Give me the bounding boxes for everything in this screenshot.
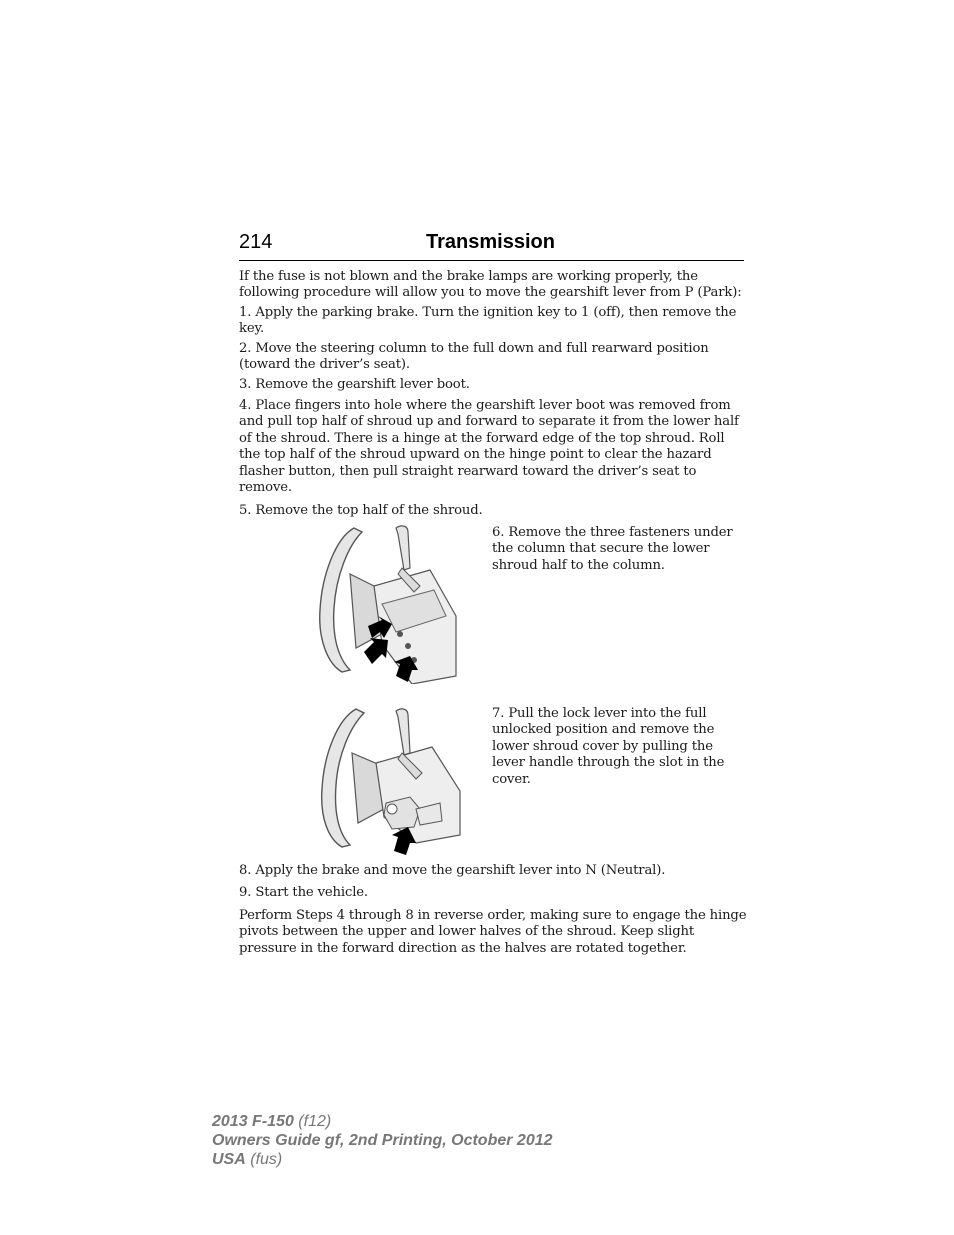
intro-paragraph: If the fuse is not blown and the brake lamps are working properly, the following procedure will allow you to move the gearshift lever from P (Park): (239, 269, 742, 301)
footer-region-code: (fus) (250, 1151, 283, 1168)
step-5: 5. Remove the top half of the shroud. (239, 503, 483, 518)
figure-lock-lever (316, 705, 462, 855)
step-2: 2. Move the steering column to the full down and full rearward position (toward the driver’s seat). (239, 341, 709, 373)
page-footer (212, 1112, 712, 1169)
footer-model: 2013 F-150 (212, 1113, 294, 1130)
footer-region: USA (212, 1151, 246, 1168)
page-title: Transmission (426, 231, 555, 253)
step-7: 7. Pull the lock lever into the full unlocked position and remove the lower shroud cover by pulling the lever handle through the slot in the cover. (492, 706, 725, 787)
step-6: 6. Remove the three fasteners under the column that secure the lower shroud half to the column. (492, 525, 733, 573)
footer-model-code: (f12) (298, 1113, 332, 1130)
closing-paragraph: Perform Steps 4 through 8 in reverse order, making sure to engage the hinge pivots between the upper and lower halves of the shroud. Keep slight pressure in the forward direction as the halves are rotated together. (239, 908, 747, 956)
footer-model-line (212, 1112, 712, 1131)
footer-region-line (212, 1150, 712, 1169)
page-header (239, 230, 744, 261)
step-1: 1. Apply the parking brake. Turn the ignition key to 1 (off), then remove the key. (239, 305, 737, 337)
step-3: 3. Remove the gearshift lever boot. (239, 377, 470, 392)
step-8: 8. Apply the brake and move the gearshift lever into N (Neutral). (239, 863, 666, 878)
figure-lower-shroud-fasteners (316, 524, 458, 684)
step-9: 9. Start the vehicle. (239, 885, 368, 900)
step-4: 4. Place fingers into hole where the gearshift lever boot was removed from and pull top half of shroud up and forward to separate it from the lower half of the shroud. There is a hinge at the forward edge of the top shroud. Roll the top half of the shroud upward on the hinge point to clear the hazard flasher button, then pull straight rearward toward the driver’s seat to remove. (239, 398, 739, 496)
footer-guide: Owners Guide gf, 2nd Printing, October 2012 (212, 1132, 553, 1149)
page-number: 214 (239, 231, 273, 253)
